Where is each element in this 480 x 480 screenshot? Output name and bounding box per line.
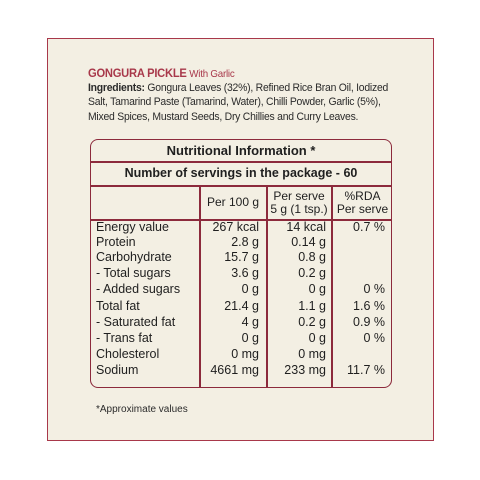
row-label-cholesterol: Cholesterol bbox=[96, 347, 160, 361]
row-per100-carbohydrate: 15.7 g bbox=[224, 250, 259, 264]
column-header-per100-text: Per 100 g bbox=[206, 195, 260, 209]
column-header-rda-line2: Per serve bbox=[336, 202, 389, 216]
product-variant: With Garlic bbox=[189, 68, 235, 80]
row-per100-cholesterol: 0 mg bbox=[231, 347, 259, 361]
row-per100-sodium: 4661 mg bbox=[210, 363, 259, 377]
ingredients-block bbox=[88, 81, 395, 124]
column-header-rda bbox=[332, 190, 392, 216]
column-header-perserve-line2: 5 g (1 tsp.) bbox=[270, 202, 328, 216]
row-per100-saturated-fat: 4 g bbox=[241, 315, 259, 329]
product-header bbox=[88, 66, 395, 124]
column-header-per100 bbox=[200, 196, 266, 209]
row-perserve-total-sugars: 0.2 g bbox=[298, 266, 326, 280]
servings-divider bbox=[91, 185, 391, 187]
row-rda-saturated-fat: 0.9 % bbox=[353, 315, 385, 329]
row-per100-added-sugars: 0 g bbox=[241, 282, 259, 296]
row-rda-added-sugars: 0 % bbox=[363, 282, 385, 296]
row-per100-trans-fat: 0 g bbox=[241, 331, 259, 345]
product-title-line bbox=[88, 66, 395, 81]
row-perserve-added-sugars: 0 g bbox=[308, 282, 326, 296]
row-perserve-protein: 0.14 g bbox=[291, 235, 326, 249]
row-per100-energy: 267 kcal bbox=[212, 220, 259, 234]
row-label-carbohydrate: Carbohydrate bbox=[96, 250, 172, 264]
row-label-protein: Protein bbox=[96, 235, 136, 249]
row-perserve-cholesterol: 0 mg bbox=[298, 347, 326, 361]
row-rda-sodium: 11.7 % bbox=[347, 363, 385, 377]
row-perserve-saturated-fat: 0.2 g bbox=[298, 315, 326, 329]
row-label-energy: Energy value bbox=[96, 220, 169, 234]
title-divider bbox=[91, 161, 391, 163]
row-perserve-carbohydrate: 0.8 g bbox=[298, 250, 326, 264]
row-perserve-total-fat: 1.1 g bbox=[298, 299, 326, 313]
column-header-perserve-line1: Per serve bbox=[273, 189, 325, 203]
row-perserve-sodium: 233 mg bbox=[284, 363, 326, 377]
row-label-saturated-fat: - Saturated fat bbox=[96, 315, 176, 329]
row-label-total-sugars: - Total sugars bbox=[96, 266, 171, 280]
row-label-sodium: Sodium bbox=[96, 363, 139, 377]
row-rda-energy: 0.7 % bbox=[353, 220, 385, 234]
ingredients-text: Gongura Leaves (32%), Refined Rice Bran Oil, Iodized Salt, Tamarind Paste (Tamarind, Water), Chilli Powder, Garlic (5%), Mixed Spices, Mustard Seeds, Dry Chillies and Curry Leaves. bbox=[88, 82, 389, 123]
ingredients-label: Ingredients: bbox=[88, 82, 145, 95]
row-per100-total-fat: 21.4 g bbox=[224, 299, 259, 313]
row-per100-total-sugars: 3.6 g bbox=[231, 266, 259, 280]
row-label-added-sugars: - Added sugars bbox=[96, 282, 181, 296]
row-rda-total-fat: 1.6 % bbox=[353, 299, 385, 313]
row-label-total-fat: Total fat bbox=[96, 299, 140, 313]
row-perserve-trans-fat: 0 g bbox=[308, 331, 326, 345]
footnote: *Approximate values bbox=[96, 404, 188, 415]
nutrition-table bbox=[90, 139, 392, 388]
row-label-trans-fat: - Trans fat bbox=[96, 331, 153, 345]
nutrition-title: Nutritional Information * bbox=[166, 143, 316, 158]
product-name: GONGURA PICKLE bbox=[88, 66, 187, 80]
servings-count: Number of servings in the package - 60 bbox=[124, 166, 358, 180]
column-header-rda-line1: %RDA bbox=[344, 189, 381, 203]
row-perserve-energy: 14 kcal bbox=[286, 220, 326, 234]
column-divider-1 bbox=[199, 185, 201, 388]
row-rda-trans-fat: 0 % bbox=[363, 331, 385, 345]
row-per100-protein: 2.8 g bbox=[231, 235, 259, 249]
column-header-perserve bbox=[267, 190, 331, 216]
